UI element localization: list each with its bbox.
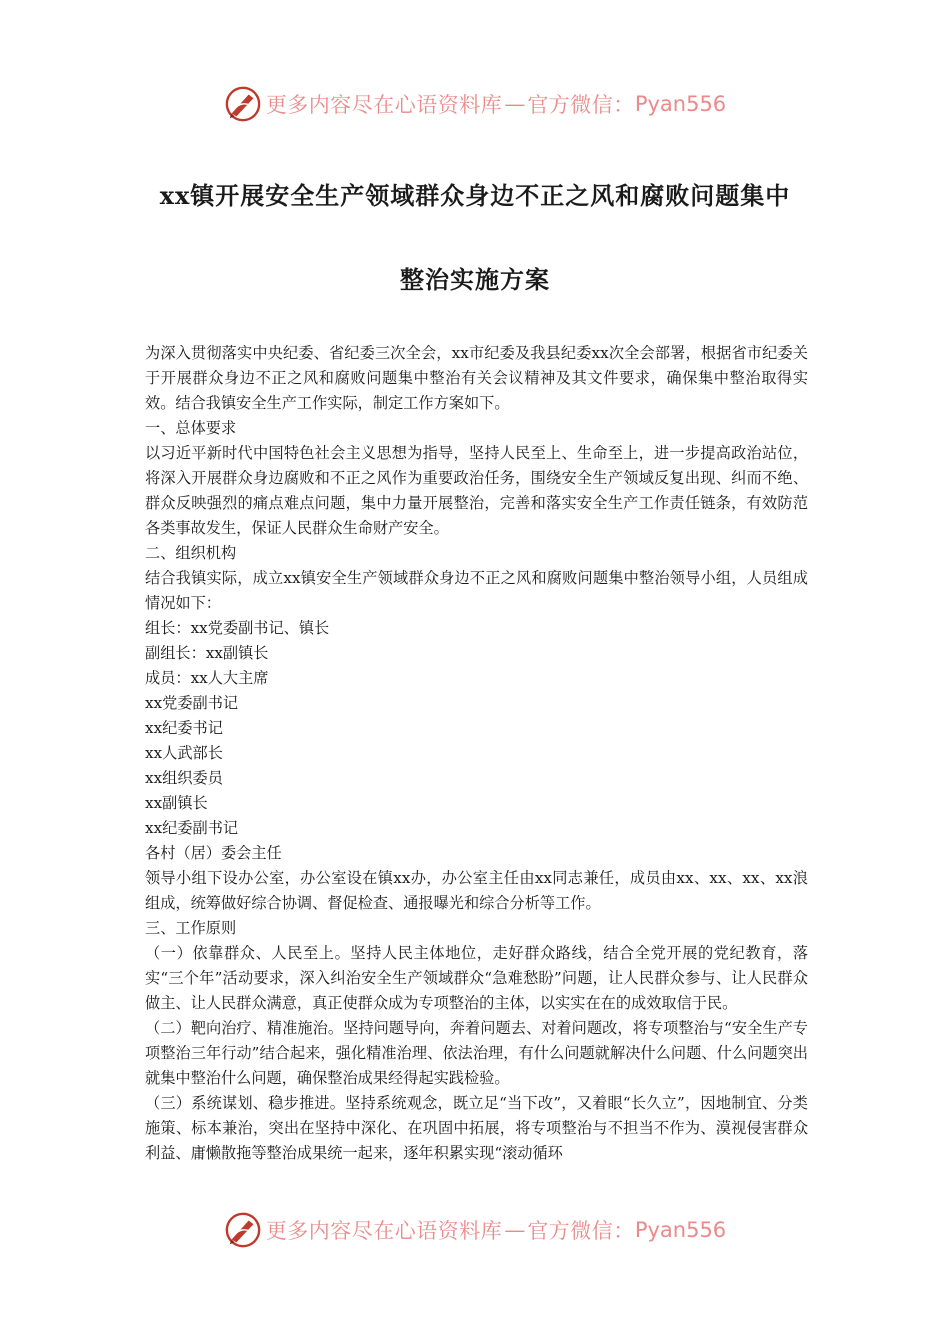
document-title-line-1: xx镇开展安全生产领域群众身边不正之风和腐败问题集中 [159,181,791,210]
document-title-line-2: 整治实施方案 [400,265,550,294]
paragraph: （三）系统谋划、稳步推进。坚持系统观念，既立足“当下改”，又着眼“长久立”，因地制宜、分类施策、标本兼治，突出在坚持中深化、在巩固中拓展，将专项整治与不担当不作为、漠视侵害群众利益、庸懒散拖等整治成果统一起来，逐年积累实现“滚动循环 [145,1094,808,1162]
footer-banner [0,1206,950,1254]
member-line: xx组织委员 [145,769,223,787]
paragraph: （二）靶向治疗、精准施治。坚持问题导向，奔着问题去、对着问题改，将专项整治与“安全生产专项整治三年行动”结合起来，强化精准治理、依法治理，有什么问题就解决什么问题、什么问题突出就集中整治什么问题，确保整治成果经得起实践检验。 [145,1019,808,1087]
banner-wechat-id: Pyan556 [634,1218,727,1242]
member-line: 各村（居）委会主任 [145,844,282,862]
banner-wechat-id: Pyan556 [634,92,727,116]
banner-text: 更多内容尽在心语资料库 [265,93,503,117]
banner-wechat-label: 官方微信： [527,1219,635,1243]
member-line: 组长：xx党委副书记、镇长 [145,619,330,637]
paragraph: 结合我镇实际，成立xx镇安全生产领域群众身边不正之风和腐败问题集中整治领导小组，人员组成情况如下： [145,569,808,612]
member-line: xx纪委书记 [145,719,223,737]
member-line: 副组长：xx副镇长 [145,644,269,662]
banner-separator: — [504,92,526,116]
member-line: xx纪委副书记 [145,819,239,837]
paragraph: （一）依靠群众、人民至上。坚持人民主体地位，走好群众路线，结合全党开展的党纪教育，落实“三个年”活动要求，深入纠治安全生产领域群众“急难愁盼”问题，让人民群众参与、让人民群众做主、让人民群众满意，真正使群众成为专项整治的主体，以实实在在的成效取信于民。 [145,944,808,1012]
banner-separator: — [504,1218,526,1242]
paragraph: 以习近平新时代中国特色社会主义思想为指导，坚持人民至上、生命至上，进一步提高政治站位，将深入开展群众身边腐败和不正之风作为重要政治任务，围绕安全生产领域反复出现、纠而不绝、群众反映强烈的痛点难点问题，集中力量开展整治，完善和落实安全生产工作责任链条，有效防范各类事故发生，保证人民群众生命财产安全。 [145,444,808,537]
header-banner [0,80,950,128]
pen-logo-icon [224,85,262,123]
member-line: xx党委副书记 [145,694,239,712]
paragraph: 领导小组下设办公室，办公室设在镇xx办，办公室主任由xx同志兼任，成员由xx、xx、xx、xx浪组成，统筹做好综合协调、督促检查、通报曝光和综合分析等工作。 [145,869,808,912]
pen-logo-icon [224,1211,262,1249]
member-line: 成员：xx人大主席 [145,669,269,687]
section-heading: 三、工作原则 [145,919,237,937]
member-line: xx副镇长 [145,794,208,812]
member-line: xx人武部长 [145,744,223,762]
section-heading: 二、组织机构 [145,544,237,562]
banner-wechat-label: 官方微信： [527,93,635,117]
paragraph: 为深入贯彻落实中央纪委、省纪委三次全会，xx市纪委及我县纪委xx次全会部署，根据省市纪委关于开展群众身边不正之风和腐败问题集中整治有关会议精神及其文件要求，确保集中整治取得实效。结合我镇安全生产工作实际，制定工作方案如下。 [145,344,808,412]
banner-text: 更多内容尽在心语资料库 [265,1219,503,1243]
section-heading: 一、总体要求 [145,419,237,437]
document-body [145,341,808,1166]
